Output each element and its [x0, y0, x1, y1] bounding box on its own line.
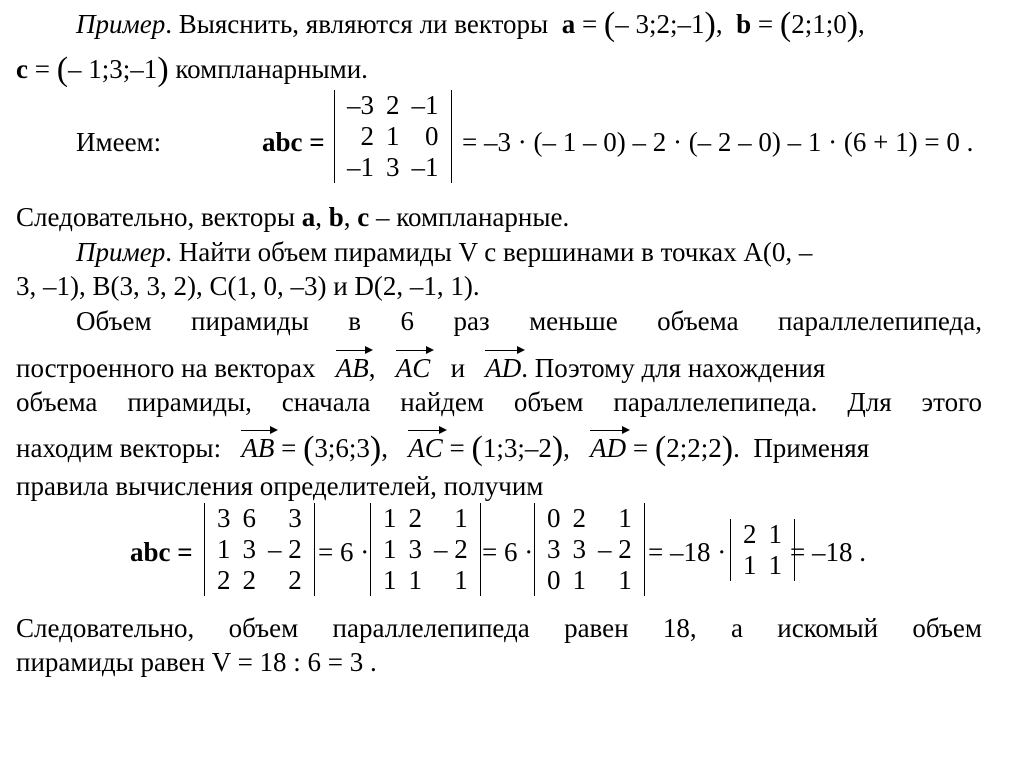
multiplier-1: = 6 ·	[318, 537, 370, 567]
paragraph-line-2-text: построенного на векторах	[16, 353, 316, 383]
vector-AB-2: AB	[241, 428, 274, 464]
detA-cell: 1	[217, 534, 231, 564]
have-label: Имеем:	[76, 127, 162, 157]
paragraph-line-1: Объем пирамиды в 6 раз меньше объема параллелепипеда,	[76, 306, 982, 336]
det1-cell: –1	[347, 152, 374, 182]
detB-cell: 3	[408, 534, 422, 564]
detB-cell: 1	[454, 565, 468, 595]
detA-cell: 6	[242, 503, 256, 533]
paragraph-line-4: находим векторы: AB = (3;6;3), AC = (1;3;–2), AD = (2;2;2). Применяя	[16, 430, 870, 467]
determinant-B-table	[377, 503, 474, 596]
final-result: = –18 .	[790, 537, 866, 567]
vector-b-values: 2;1;0	[791, 9, 847, 39]
detB-cell: 1	[383, 534, 397, 564]
expansion-1: = –3 · (– 1 – 0) – 2 · (– 2 – 0) – 1 · (6 + 1) = 0 .	[462, 127, 974, 157]
detA-cell: 2	[217, 565, 231, 595]
vector-AD-2: AD	[590, 428, 626, 464]
detB-cell: 2	[408, 503, 422, 533]
det1-cell: 2	[386, 90, 400, 120]
example2-label: Пример	[76, 237, 166, 267]
vector-a-values: – 3;2;–1	[615, 9, 705, 39]
example1-text-end: компланарными.	[175, 54, 368, 84]
vector-AB: AB	[336, 348, 369, 384]
vector-a-name: a	[561, 9, 576, 39]
paragraph-line-4-end: Применяя	[753, 433, 870, 463]
detB-cell: 1	[383, 503, 397, 533]
example1-text: . Выяснить, являются ли векторы	[165, 9, 549, 39]
abc-symbol-1: abc	[262, 127, 303, 157]
and-word: и	[450, 353, 466, 383]
detC-cell: 2	[572, 503, 586, 533]
detB-cell: 1	[408, 565, 422, 595]
vector-AC: AC	[396, 348, 431, 384]
det1-cell: 0	[425, 121, 439, 151]
multiplier-2: = 6 ·	[482, 537, 534, 567]
det1-cell: –1	[411, 152, 439, 182]
paragraph-line-2: построенного на векторах AB, AC и AD. Поэтому для нахождения	[16, 348, 825, 384]
det1-cell: 3	[386, 152, 400, 182]
determinant-C-table	[541, 503, 638, 596]
vector-b-name: b	[736, 9, 752, 39]
abc-label-1: abc =	[262, 127, 325, 157]
example1-label: Пример	[76, 9, 166, 39]
detC-cell: 0	[547, 565, 561, 595]
determinant-A	[204, 503, 315, 596]
example2-statement-cont: 3, –1), B(3, 3, 2), C(1, 0, –3) и D(2, –1, 1).	[16, 271, 480, 301]
determinant-C	[534, 503, 645, 596]
example1-statement: Пример. Выяснить, являются ли векторы a = (– 3;2;–1), b = (2;1;0),	[76, 6, 865, 43]
detB-cell: – 2	[434, 534, 468, 564]
det1-cell: –3	[347, 90, 374, 120]
abc-symbol-2: abc	[130, 537, 171, 567]
detA-cell: – 2	[268, 534, 302, 564]
detC-cell: 1	[618, 503, 632, 533]
paragraph-line-5: правила вычисления определителей, получим	[16, 471, 544, 501]
detC-cell: 0	[547, 503, 561, 533]
conclusion-1: Следовательно, векторы a, b, c – компланарные.	[16, 202, 570, 232]
example2-text: . Найти объем пирамиды V с вершинами в точках A(0, –	[165, 237, 813, 267]
final-line-1: Следовательно, объем параллелепипеда равен 18, а искомый объем	[16, 613, 982, 643]
conclusion-vec-c: c	[357, 202, 370, 232]
detD-cell: 2	[743, 519, 757, 549]
vector-AD: AD	[485, 348, 521, 384]
determinant-D-table	[737, 519, 788, 581]
detB-cell: 1	[383, 565, 397, 595]
vector-AC-2: AC	[408, 428, 443, 464]
abc-label-2: abc =	[130, 537, 193, 567]
detD-cell: 1	[768, 519, 782, 549]
paragraph-line-2-end: . Поэтому для нахождения	[521, 353, 826, 383]
example1-statement-cont: c = (– 1;3;–1) компланарными.	[16, 51, 368, 88]
vector-AB-values: 3;6;3	[314, 433, 370, 463]
vector-AC-values: 1;3;–2	[482, 433, 552, 463]
final-line-2: пирамиды равен V = 18 : 6 = 3 .	[16, 647, 377, 677]
paragraph-line-3: объема пирамиды, сначала найдем объем параллелепипеда. Для этого	[16, 387, 982, 417]
det1-cell: 1	[386, 121, 400, 151]
determinant-B	[370, 503, 481, 596]
vector-c-values: – 1;3;–1	[68, 54, 158, 84]
multiplier-3: = –18 ·	[648, 537, 727, 567]
vector-c-name: c	[16, 54, 28, 84]
detD-cell: 1	[743, 550, 757, 580]
detA-cell: 2	[288, 565, 302, 595]
detA-cell: 3	[217, 503, 231, 533]
detA-cell: 2	[242, 565, 256, 595]
conclusion-vec-b: b	[328, 202, 344, 232]
detD-cell: 1	[768, 550, 782, 580]
detC-cell: 3	[547, 534, 561, 564]
det1-cell: –1	[411, 90, 439, 120]
detB-cell: 1	[454, 503, 468, 533]
determinant-A-table	[211, 503, 308, 596]
detC-cell: 1	[618, 565, 632, 595]
conclusion-vec-a: a	[301, 202, 316, 232]
detA-cell: 3	[288, 503, 302, 533]
det1-cell: 2	[360, 121, 374, 151]
determinant-1	[334, 90, 452, 183]
vector-AD-values: 2;2;2	[666, 433, 722, 463]
detC-cell: – 2	[598, 534, 632, 564]
example2-statement	[76, 236, 812, 268]
paragraph-line-4-text: находим векторы:	[16, 433, 222, 463]
detC-cell: 1	[572, 565, 586, 595]
conclusion-1-text: Следовательно, векторы	[16, 202, 295, 232]
determinant-1-table	[341, 90, 445, 183]
detA-cell: 3	[242, 534, 256, 564]
conclusion-1-end: – компланарные.	[375, 202, 570, 232]
determinant-D	[730, 519, 795, 581]
detC-cell: 3	[572, 534, 586, 564]
